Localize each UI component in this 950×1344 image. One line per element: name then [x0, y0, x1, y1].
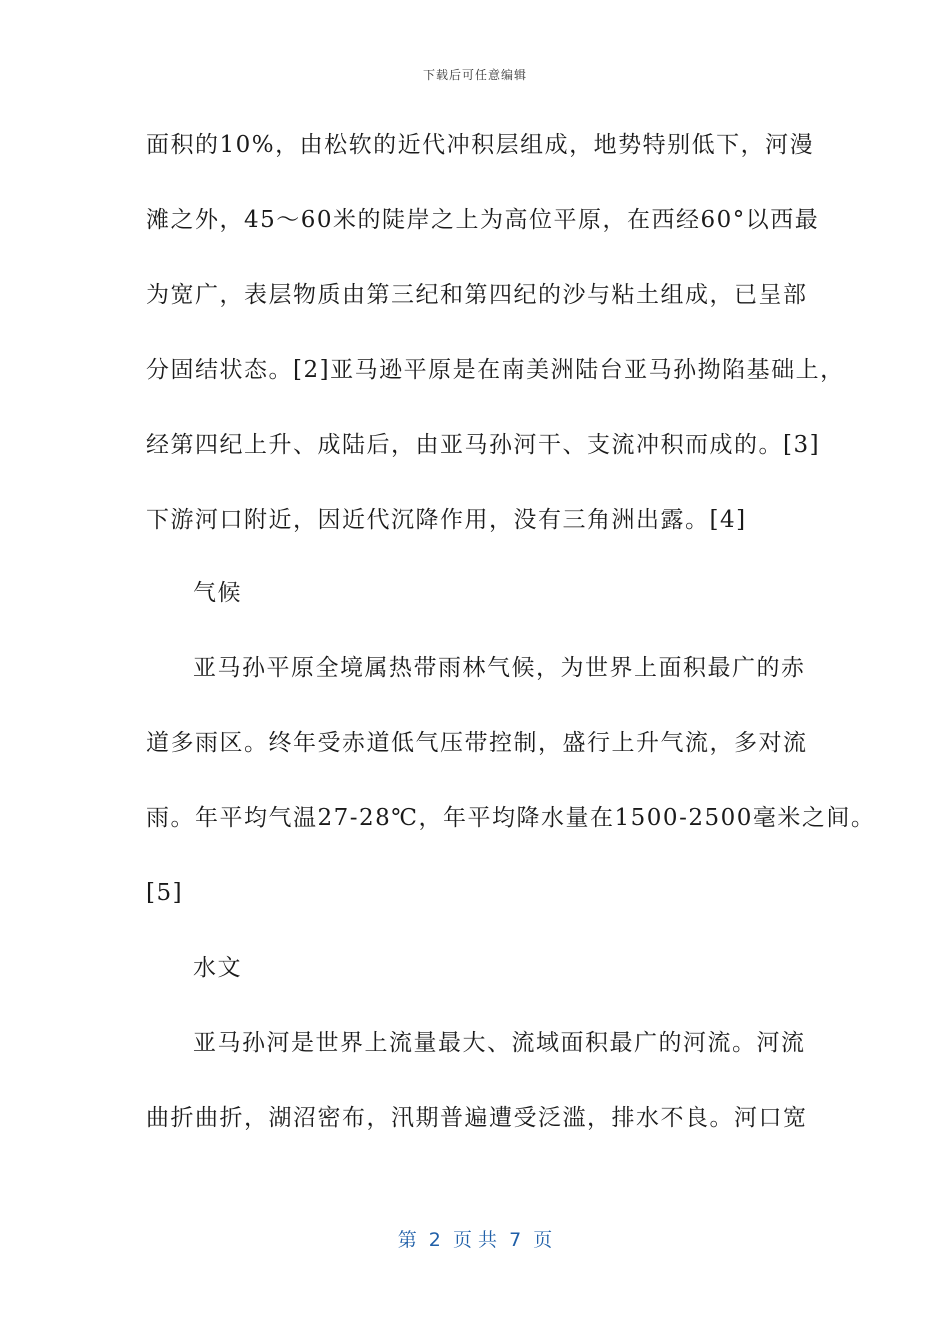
section-heading-climate: 气候	[193, 580, 242, 606]
page-number: 第 2 页 共 7 页	[397, 1229, 553, 1251]
body-line-5: 经第四纪上升、成陆后，由亚马孙河干、支流冲积而成的。[3]	[146, 432, 821, 458]
body-line-2: 滩之外，45～60米的陡岸之上为高位平原，在西经60°以西最	[146, 207, 820, 233]
section-heading-hydrology: 水文	[193, 955, 242, 981]
body-line-1: 面积的10%，由松软的近代冲积层组成，地势特别低下，河漫	[146, 132, 815, 158]
body-line-9: 道多雨区。终年受赤道低气压带控制，盛行上升气流，多对流	[146, 730, 808, 756]
body-line-14: 曲折曲折，湖沼密布，汛期普遍遭受泛滥，排水不良。河口宽	[146, 1105, 808, 1131]
body-line-8: 亚马孙平原全境属热带雨林气候，为世界上面积最广的赤	[193, 655, 806, 681]
body-line-11: [5]	[146, 880, 184, 906]
body-line-3: 为宽广，表层物质由第三纪和第四纪的沙与粘土组成，已呈部	[146, 282, 808, 308]
body-line-13: 亚马孙河是世界上流量最大、流域面积最广的河流。河流	[193, 1030, 806, 1056]
body-line-4: 分固结状态。[2]亚马逊平原是在南美洲陆台亚马孙拗陷基础上，	[146, 357, 845, 383]
body-line-10: 雨。年平均气温27-28℃，年平均降水量在1500-2500毫米之间。	[146, 805, 876, 831]
download-note: 下载后可任意编辑	[422, 68, 527, 82]
body-line-6: 下游河口附近，因近代沉降作用，没有三角洲出露。[4]	[146, 507, 747, 533]
